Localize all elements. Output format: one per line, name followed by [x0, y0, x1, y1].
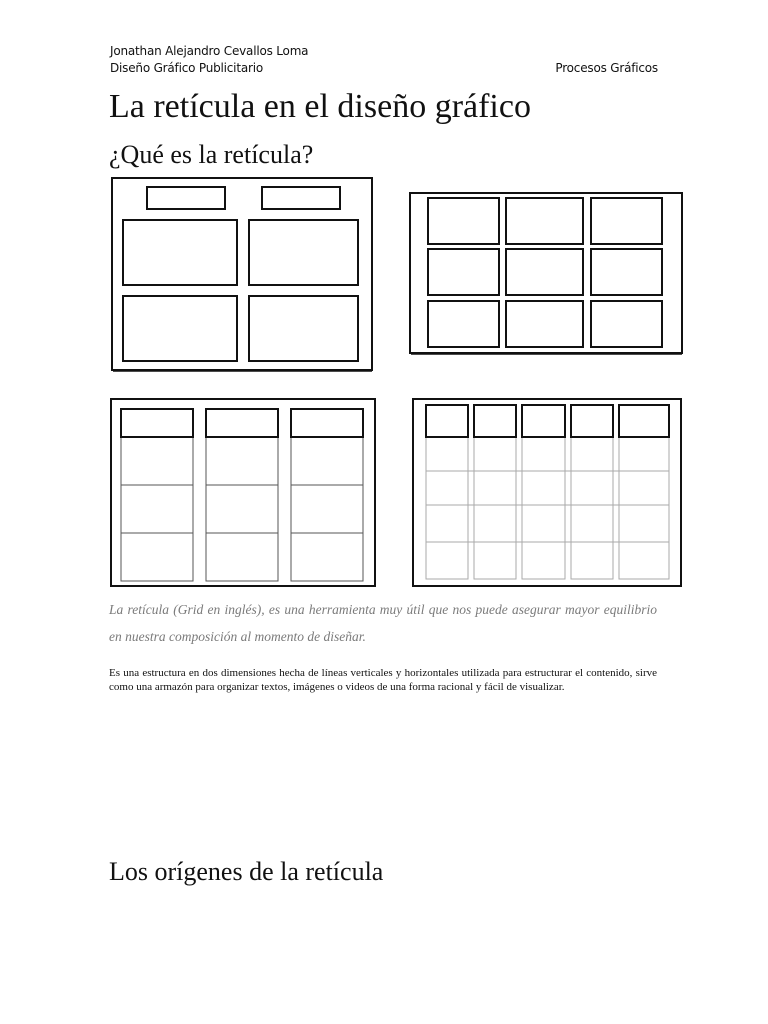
- grid-example-five-column-rows: [411, 397, 683, 589]
- section-heading-que-es: ¿Qué es la retícula?: [109, 140, 314, 169]
- intro-quote: La retícula (Grid en inglés), es una herramienta muy útil que nos puede asegurar mayor equilibrio en nuestra composición al momento de diseñar.: [109, 602, 657, 644]
- header-program: Diseño Gráfico Publicitario: [110, 61, 263, 75]
- page-title: La retícula en el diseño gráfico: [109, 88, 531, 125]
- header-course: Procesos Gráficos: [555, 61, 658, 75]
- grid-example-two-column: [110, 176, 374, 373]
- definition-paragraph: Es una estructura en dos dimensiones hecha de líneas verticales y horizontales utilizada para estructurar el contenido, sirve como una armazón para organizar textos, imágenes o videos de una forma racional y fácil de visualizar.: [109, 667, 657, 693]
- header-author: Jonathan Alejandro Cevallos Loma: [110, 44, 309, 58]
- grid-example-three-column-rows: [109, 397, 377, 589]
- grid-example-three-by-three: [408, 191, 684, 357]
- section-heading-origenes: Los orígenes de la retícula: [109, 857, 384, 886]
